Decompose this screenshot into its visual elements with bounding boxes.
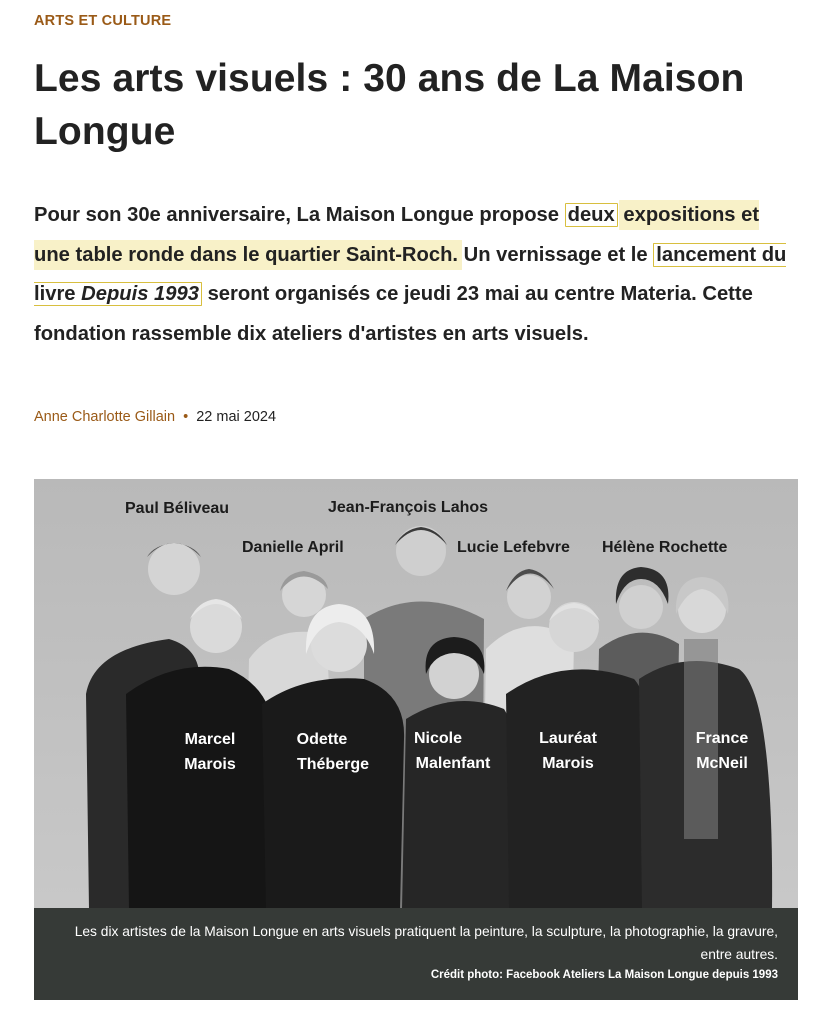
article-lead [34, 196, 794, 354]
label-helene: Hélène Rochette [602, 539, 728, 556]
publish-date: 22 mai 2024 [196, 409, 277, 425]
highlight-expositions[interactable]: expositions et une table ronde dans le quartier Saint-Roch. [34, 204, 760, 266]
book-title: Depuis 1993 [81, 283, 199, 305]
label-lucie: Lucie Lefebvre [457, 539, 570, 556]
caption-text: Les dix artistes de la Maison Longue en arts visuels pratiquent la peinture, la sculpture, la photographie, la gravure, entre autres. [74, 924, 778, 962]
label-nicole-last: Malenfant [415, 755, 491, 772]
label-marcel-first: Marcel [184, 731, 236, 748]
group-photo[interactable] [34, 479, 798, 908]
category-link[interactable]: ARTS ET CULTURE [34, 13, 172, 29]
label-france-last: McNeil [696, 755, 748, 772]
byline-separator: • [183, 409, 189, 425]
book-launch-text: lancement du livre [34, 243, 787, 305]
lead-text-2: Un vernissage et le [458, 243, 654, 266]
label-marcel-last: Marois [184, 756, 236, 773]
label-odette-first: Odette [296, 731, 348, 748]
highlight-deux[interactable]: deux [565, 203, 618, 227]
article-figure [34, 479, 798, 1000]
article-headline: Les arts visuels : 30 ans de La Maison Longue [34, 57, 745, 153]
label-jean-francois: Jean-François Lahos [328, 499, 489, 516]
lead-text-1: Pour son 30e anniversaire, La Maison Longue propose [34, 204, 565, 226]
lead-text-3: seront organisés ce jeudi 23 mai au centre Materia. Cette fondation rassemble dix ateliers d'artistes en arts visuels. [34, 283, 753, 345]
label-odette-last: Théberge [296, 756, 370, 773]
photo-credit: Crédit photo: Facebook Ateliers La Maison Longue depuis 1993 [430, 969, 778, 981]
byline [34, 409, 276, 425]
label-laureat-first: Lauréat [539, 730, 597, 747]
label-nicole-first: Nicole [413, 730, 463, 747]
photo-caption [34, 908, 798, 1000]
label-paul: Paul Béliveau [125, 500, 230, 517]
author-link[interactable]: Anne Charlotte Gillain [34, 409, 176, 425]
label-danielle: Danielle April [242, 539, 344, 556]
label-laureat-last: Marois [542, 755, 594, 772]
label-france-first: France [695, 730, 749, 747]
